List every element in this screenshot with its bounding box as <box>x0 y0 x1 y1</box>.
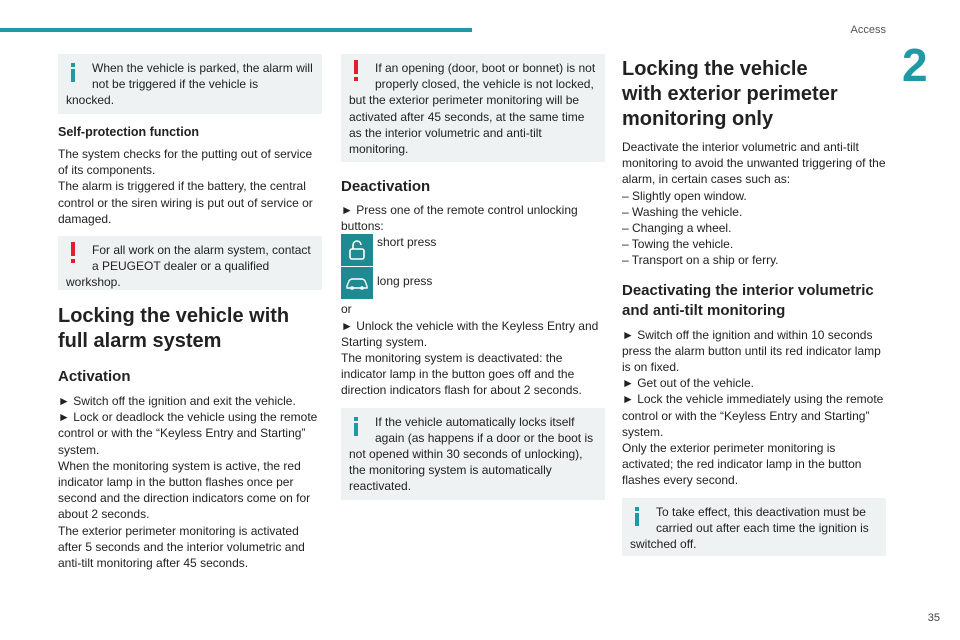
deactivation-heading: Deactivation <box>341 178 431 195</box>
full-alarm-heading: Locking the vehicle with full alarm system <box>58 305 290 353</box>
warning-note-opening <box>341 54 605 162</box>
deactivation-intro: ► Press one of the remote control unlocking buttons: <box>341 203 578 234</box>
warning-icon <box>349 60 363 82</box>
info-note-relock <box>341 408 605 500</box>
info-icon <box>630 504 644 526</box>
deactivation-or: or <box>341 302 352 317</box>
warning-icon <box>66 242 80 264</box>
note-text: When the vehicle is parked, the alarm will not be triggered if the vehicle is <box>92 61 313 92</box>
info-icon <box>66 60 80 82</box>
case-item: – Towing the vehicle. <box>622 237 734 252</box>
page-number: 35 <box>927 612 940 624</box>
long-press-label: long press <box>377 274 433 289</box>
note-text: If an opening (door, boot or bonnet) is not properly closed, the vehicle is not locked, <box>375 61 596 92</box>
activation-step-1: ► Switch off the ignition and exit the vehicle. <box>58 394 296 409</box>
activation-heading: Activation <box>58 368 131 386</box>
perimeter-intro: Deactivate the interior volumetric and anti-tilt monitoring to avoid the unwanted triggering of the alarm, in certain cases such as: <box>622 140 886 187</box>
activation-text-3: When the monitoring system is active, the red indicator lamp in the button flashes once per second and the direction indicators come on for about 2 seconds. <box>58 458 311 522</box>
warning-note-workshop <box>58 236 322 290</box>
long-press-row <box>341 267 605 299</box>
deactivation-step-2: ► Unlock the vehicle with the Keyless Entry and Starting system. <box>341 318 599 349</box>
short-press-label: short press <box>377 235 437 250</box>
deact-step-1: ► Switch off the ignition and within 10 seconds press the alarm button until its red indicator lamp is on fixed. <box>622 327 881 375</box>
perimeter-heading: Locking the vehicle with exterior perimeter monitoring only <box>622 58 838 130</box>
note-text: If the vehicle automatically locks itself again (as happens if a door or the boot is <box>375 414 594 445</box>
case-item: – Slightly open window. <box>622 188 747 203</box>
unlock-padlock-icon <box>341 234 373 266</box>
note-text: To take effect, this deactivation must be carried out after each time the ignition is <box>656 504 869 535</box>
deactivate-interior-heading: Deactivating the interior volumetric and anti-tilt monitoring <box>622 281 874 319</box>
deact-step-2: ► Get out of the vehicle. <box>622 376 754 391</box>
deactivation-result: The monitoring system is deactivated: the indicator lamp in the button goes off and the direction indicators flash for about 2 seconds. <box>341 351 582 398</box>
header-accent-bar <box>0 28 472 32</box>
self-protection-text-2: The alarm is triggered if the battery, the central control or the siren wiring is put out of service or damaged. <box>58 179 313 226</box>
self-protection-heading: Self-protection function <box>58 125 199 139</box>
info-note-parked <box>58 54 322 114</box>
case-item: – Transport on a ship or ferry. <box>622 253 779 268</box>
deact-result: Only the exterior perimeter monitoring is activated; the red indicator lamp in the button flashes every second. <box>622 441 862 488</box>
case-item: – Washing the vehicle. <box>622 204 743 219</box>
note-text-cont: workshop. <box>66 275 121 290</box>
column-3 <box>622 54 886 556</box>
self-protection-text-1: The system checks for the putting out of service of its components. <box>58 147 313 178</box>
case-item: – Changing a wheel. <box>622 221 732 236</box>
note-text-cont: not opened within 30 seconds of unlocking), the monitoring system is automatically reactivated. <box>349 447 583 494</box>
section-name: Access <box>850 24 886 36</box>
short-press-row <box>341 234 605 266</box>
column-1 <box>58 54 322 571</box>
info-icon <box>349 414 363 436</box>
note-text-cont: knocked. <box>66 93 115 108</box>
note-text: For all work on the alarm system, contact a PEUGEOT dealer or a qualified <box>92 243 311 274</box>
car-icon <box>341 267 373 299</box>
chapter-number: 2 <box>902 39 928 91</box>
column-2 <box>341 54 605 500</box>
note-text-cont: but the exterior perimeter monitoring will be activated after 45 seconds, at the same time as the interior volumetric and anti-tilt monitoring. <box>349 93 585 157</box>
note-text-cont: switched off. <box>630 537 697 552</box>
activation-step-2: ► Lock or deadlock the vehicle using the remote control or with the “Keyless Entry and Starting” system. <box>58 410 318 457</box>
activation-text-4: The exterior perimeter monitoring is activated after 5 seconds and the interior volumetric and anti-tilt monitoring after 45 seconds. <box>58 523 305 571</box>
info-note-effect <box>622 498 886 556</box>
deact-step-3: ► Lock the vehicle immediately using the remote control or with the “Keyless Entry and Starting” system. <box>622 392 884 439</box>
